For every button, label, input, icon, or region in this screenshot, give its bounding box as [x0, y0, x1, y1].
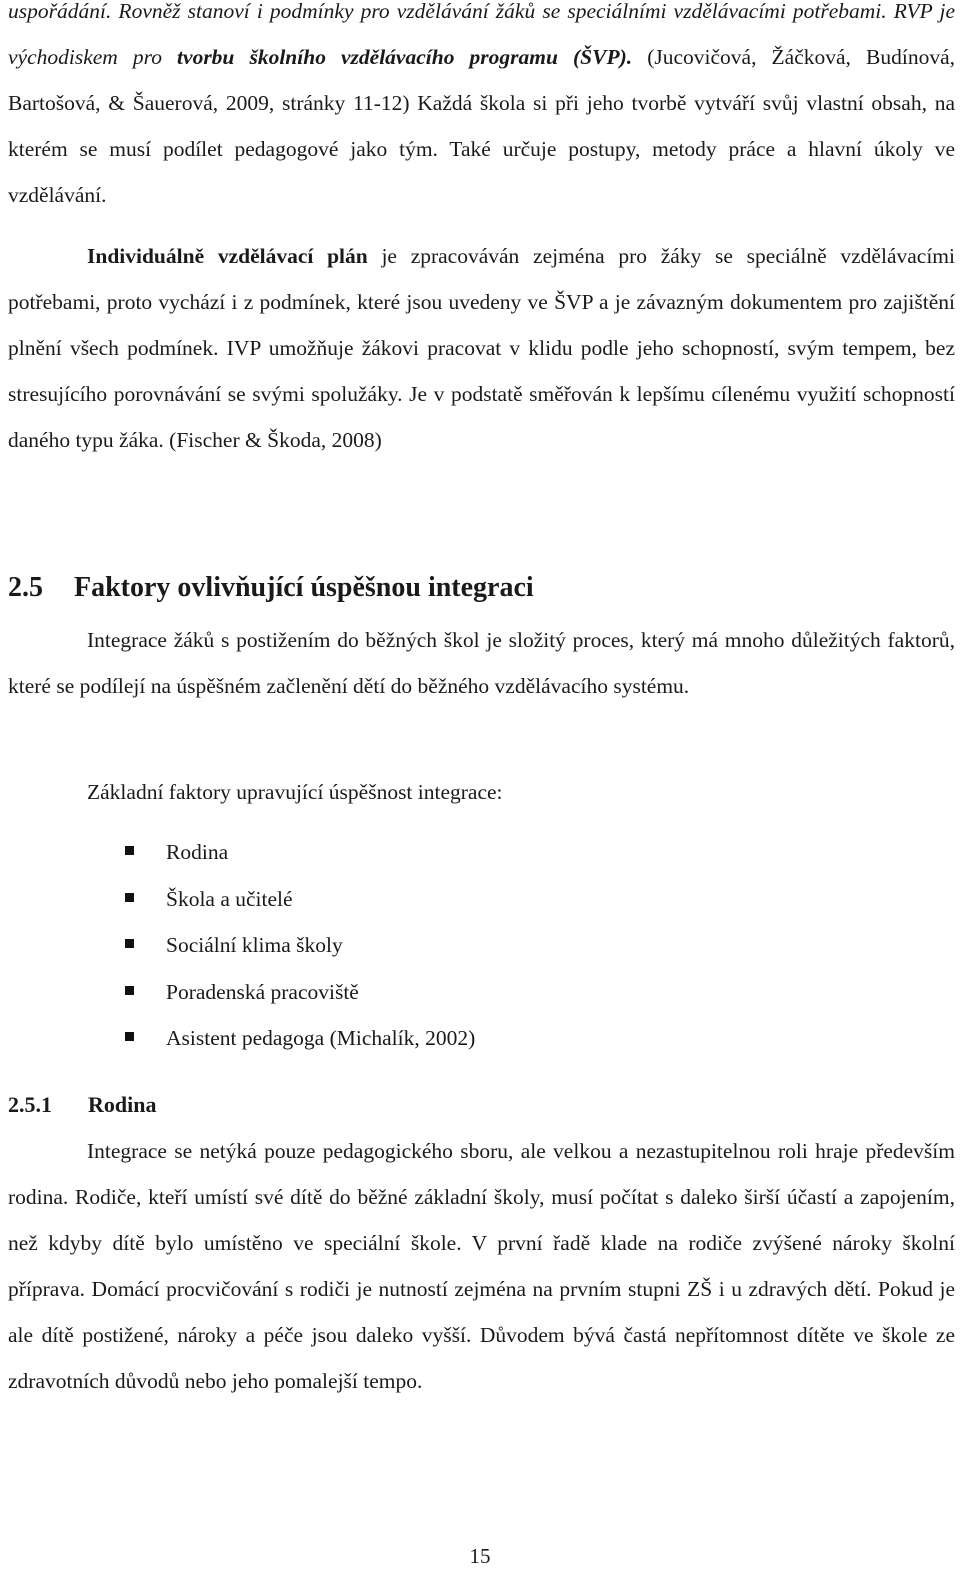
section-heading-2-5: [8, 566, 534, 610]
subsection-number: 2.5.1: [8, 1092, 52, 1117]
section-number: 2.5: [8, 572, 43, 603]
section-heading-2-5-1: [8, 1083, 156, 1127]
list-item-label: Rodina: [166, 840, 229, 864]
paragraph-rvp-italic: uspořádání. Rovněž stanoví i podmínky pro vzdělávání žáků se speciálními vzdělávacími potřebami. RVP je východiskem pro: [8, 0, 955, 69]
paragraph-ivp-text: je zpracováván zejména pro žáky se speciálně vzdělávacími potřebami, proto vychází i z podmínek, které jsou uvedeny ve ŠVP a je závazným dokumentem pro zajištění plnění všech podmínek. IVP umožňuje žákovi pracovat v klidu podle jeho schopností, svým tempem, bez stresujícího porovnávání se svými spolužáky. Je v podstatě směřován k lepšímu cílenému využití schopností daného typu žáka. (Fischer & Škoda, 2008): [8, 244, 955, 452]
factors-list: [125, 829, 475, 1062]
list-item-label: Asistent pedagoga (Michalík, 2002): [166, 1026, 476, 1050]
list-item-label: Sociální klima školy: [166, 933, 343, 957]
list-item: [125, 876, 475, 923]
subsection-title: Rodina: [88, 1092, 157, 1117]
list-item-label: Škola a učitelé: [166, 886, 293, 911]
square-bullet-icon: [125, 939, 134, 948]
paragraph-rvp-text: (Jucovičová, Žáčková, Budínová, Bartošová, & Šauerová, 2009, stránky 11-12) Každá škola si při jeho tvorbě vytváří svůj vlastní obsah, na kterém se musí podílet pedagogové jako tým. Také určuje postupy, metody práce a hlavní úkoly ve vzdělávání.: [8, 45, 955, 207]
paragraph-rvp: [8, 0, 955, 218]
paragraph-ivp-term: Individuálně vzdělávací plán: [87, 244, 368, 268]
paragraph-integrace: Integrace žáků s postižením do běžných škol je složitý proces, který má mnoho důležitých faktorů, které se podílejí na úspěšném začlenění dětí do běžného vzdělávacího systému.: [8, 628, 955, 698]
section-title: Faktory ovlivňující úspěšnou integraci: [74, 572, 534, 603]
list-item: [125, 922, 475, 969]
paragraph-ivp: [8, 233, 955, 463]
paragraph-rvp-bold-italic: tvorbu školního vzdělávacího programu (ŠVP).: [177, 45, 633, 69]
list-item: [125, 829, 475, 876]
square-bullet-icon: [125, 846, 134, 855]
square-bullet-icon: [125, 893, 134, 902]
list-item: [125, 1015, 475, 1062]
factors-lead: Základní faktory upravující úspěšnost integrace:: [87, 780, 503, 804]
square-bullet-icon: [125, 986, 134, 995]
square-bullet-icon: [125, 1032, 134, 1041]
list-item: [125, 969, 475, 1016]
list-item-label: Poradenská pracoviště: [166, 979, 359, 1004]
paragraph-rodina: Integrace se netýká pouze pedagogického sboru, ale velkou a nezastupitelnou roli hraje především rodina. Rodiče, kteří umístí své dítě do běžné základní školy, musí počítat s daleko širší účastí a zapojením, než kdyby dítě bylo umístěno ve speciální škole. V první řadě klade na rodiče zvýšené nároky školní příprava. Domácí procvičování s rodiči je nutností zejména na prvním stupni ZŠ i u zdravých dětí. Pokud je ale dítě postižené, nároky a péče jsou daleko vyšší. Důvodem bývá častá nepřítomnost dítěte ve škole ze zdravotních důvodů nebo jeho pomalejší tempo.: [8, 1139, 955, 1393]
page-number: 15: [469, 1544, 491, 1568]
